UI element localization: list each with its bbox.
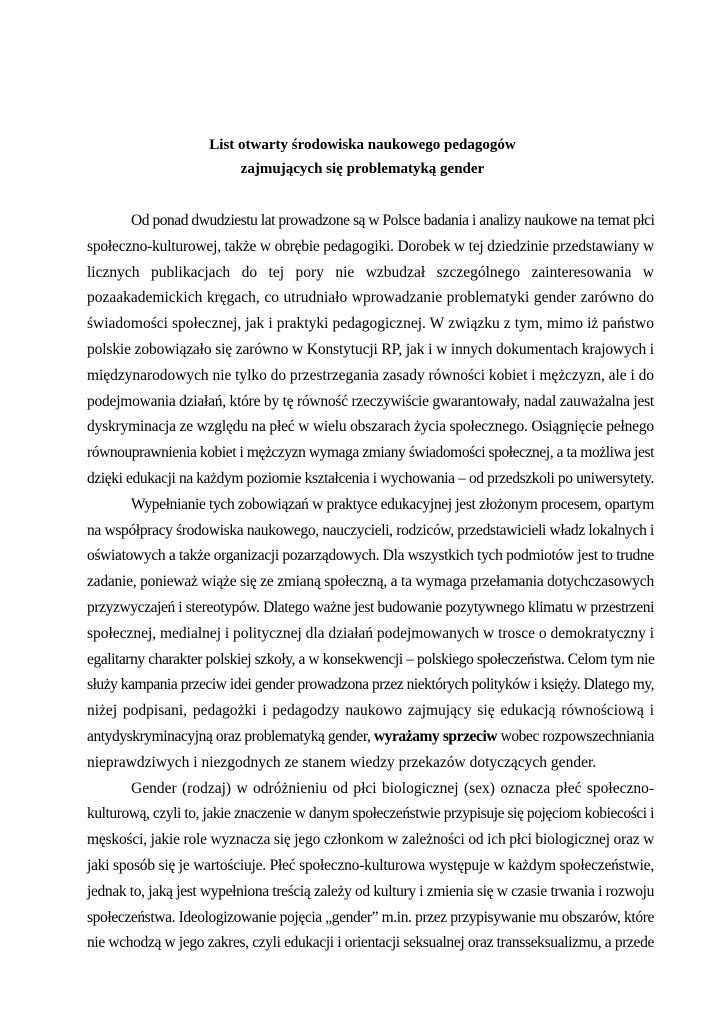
text-line: nie wchodzą w jego zakres, czyli edukacji i orientacji seksualnej oraz transseksualizmu, a przede [87, 934, 654, 952]
text-line: Gender (rodzaj) w odróżnieniu od płci biologicznej (sex) oznacza płeć społeczno- [131, 779, 654, 797]
text-line: służy kampania przeciw idei gender prowadzona przez niektórych polityków i księży. Dlatego my, [87, 676, 654, 694]
text-line: świadomości społecznej, jak i praktyki pedagogicznej. W związku z tym, mimo iż państwo [87, 315, 654, 333]
text-line: egalitarny charakter polskiej szkoły, a w konsekwencji – polskiego społeczeństwa. Celom tym nie [87, 650, 655, 668]
text-line: podejmowania działań, które by tę równość rzeczywiście gwarantowały, nadal zauważalna jest [87, 392, 654, 410]
text-line: społecznej, medialnej i politycznej dla działań podejmowanych w trosce o demokratyczny i [87, 624, 654, 642]
text-line: pozaakademickich kręgach, co utrudniało wprowadzanie problematyki gender zarówno do [87, 289, 654, 307]
title-line-2: zajmujących się problematyką gender [240, 161, 485, 177]
text-line-with-emphasis [87, 724, 654, 750]
text-line: kulturową, czyli to, jakie znaczenie w danym społeczeństwie przypisuje się pojęciom kobiecości i [87, 805, 654, 823]
text-line: Od ponad dwudziestu lat prowadzone są w Polsce badania i analizy naukowe na temat płci [131, 212, 655, 229]
text-line: przyzwyczajeń i stereotypów. Dlatego ważne jest budowanie pozytywnego klimatu w przestrzeni [87, 598, 654, 616]
text-line: międzynarodowych nie tylko do przestrzegania zasady równości kobiet i mężczyzn, ale i do [87, 366, 654, 384]
text-line: dyskryminacja ze względu na płeć w wielu obszarach życia społecznego. Osiągnięcie pełnego [87, 418, 654, 436]
text-line: nieprawdziwych i niezgodnych ze stanem wiedzy przekazów dotyczących gender. [87, 753, 597, 771]
emphasis-text: wyrażamy sprzeciw [373, 727, 498, 745]
text-line: Wypełnianie tych zobowiązań w praktyce edukacyjnej jest złożonym procesem, opartym [131, 495, 654, 513]
text-line: społeczeństwa. Ideologizowanie pojęcia „gender” m.in. przez przypisywanie mu obszarów, które [87, 908, 654, 926]
paragraph-2 [87, 492, 654, 776]
document-title [60, 133, 665, 181]
paragraph-1 [87, 208, 654, 492]
text-line: polskie zobowiązało się zarówno w Konstytucji RP, jak i w innych dokumentach krajowych i [87, 340, 654, 358]
title-line-1: List otwarty środowiska naukowego pedagogów [209, 137, 516, 153]
text-line: licznych publikacjach do tej pory nie wzbudzał szczególnego zainteresowania w [87, 263, 654, 281]
text-line: oświatowych a także organizacji pozarządowych. Dla wszystkich tych podmiotów jest to trudne [87, 547, 654, 565]
document-body [87, 208, 654, 956]
text-line: męskości, jakie role wyznacza się jego członkom w zależności od ich płci biologicznej oraz w [87, 831, 655, 849]
text-line: równouprawnienia kobiet i mężczyzn wymaga zmiany świadomości społecznej, a ta możliwa jest [87, 444, 654, 462]
text-line: dzięki edukacji na każdym poziomie kształcenia i wychowania – od przedszkoli po uniwersytety. [87, 469, 654, 487]
text-line: niżej podpisani, pedagożki i pedagodzy naukowo zajmujący się edukacją równościową i [87, 702, 654, 720]
text-segment: antydyskryminacyjną oraz problematyką gender, [87, 727, 374, 745]
text-line: zadanie, ponieważ wiąże się ze zmianą społeczną, a ta wymaga przełamania dotychczasowych [87, 573, 654, 591]
text-line: na współpracy środowiska naukowego, nauczycieli, rodziców, przedstawicieli władz lokalnych i [87, 521, 654, 539]
text-line: jaki sposób się je wartościuje. Płeć społeczno-kulturowa występuje w każdym społeczeństwie, [87, 856, 654, 874]
text-segment: wobec rozpowszechniania [497, 727, 654, 745]
text-line: jednak to, jaką jest wypełniona treścią zależy od kultury i zmienia się w czasie trwania i rozwoju [87, 882, 655, 900]
text-line: społeczno-kulturowej, także w obrębie pedagogiki. Dorobek w tej dziedzinie przedstawiany w [87, 237, 654, 255]
paragraph-3 [87, 776, 654, 957]
